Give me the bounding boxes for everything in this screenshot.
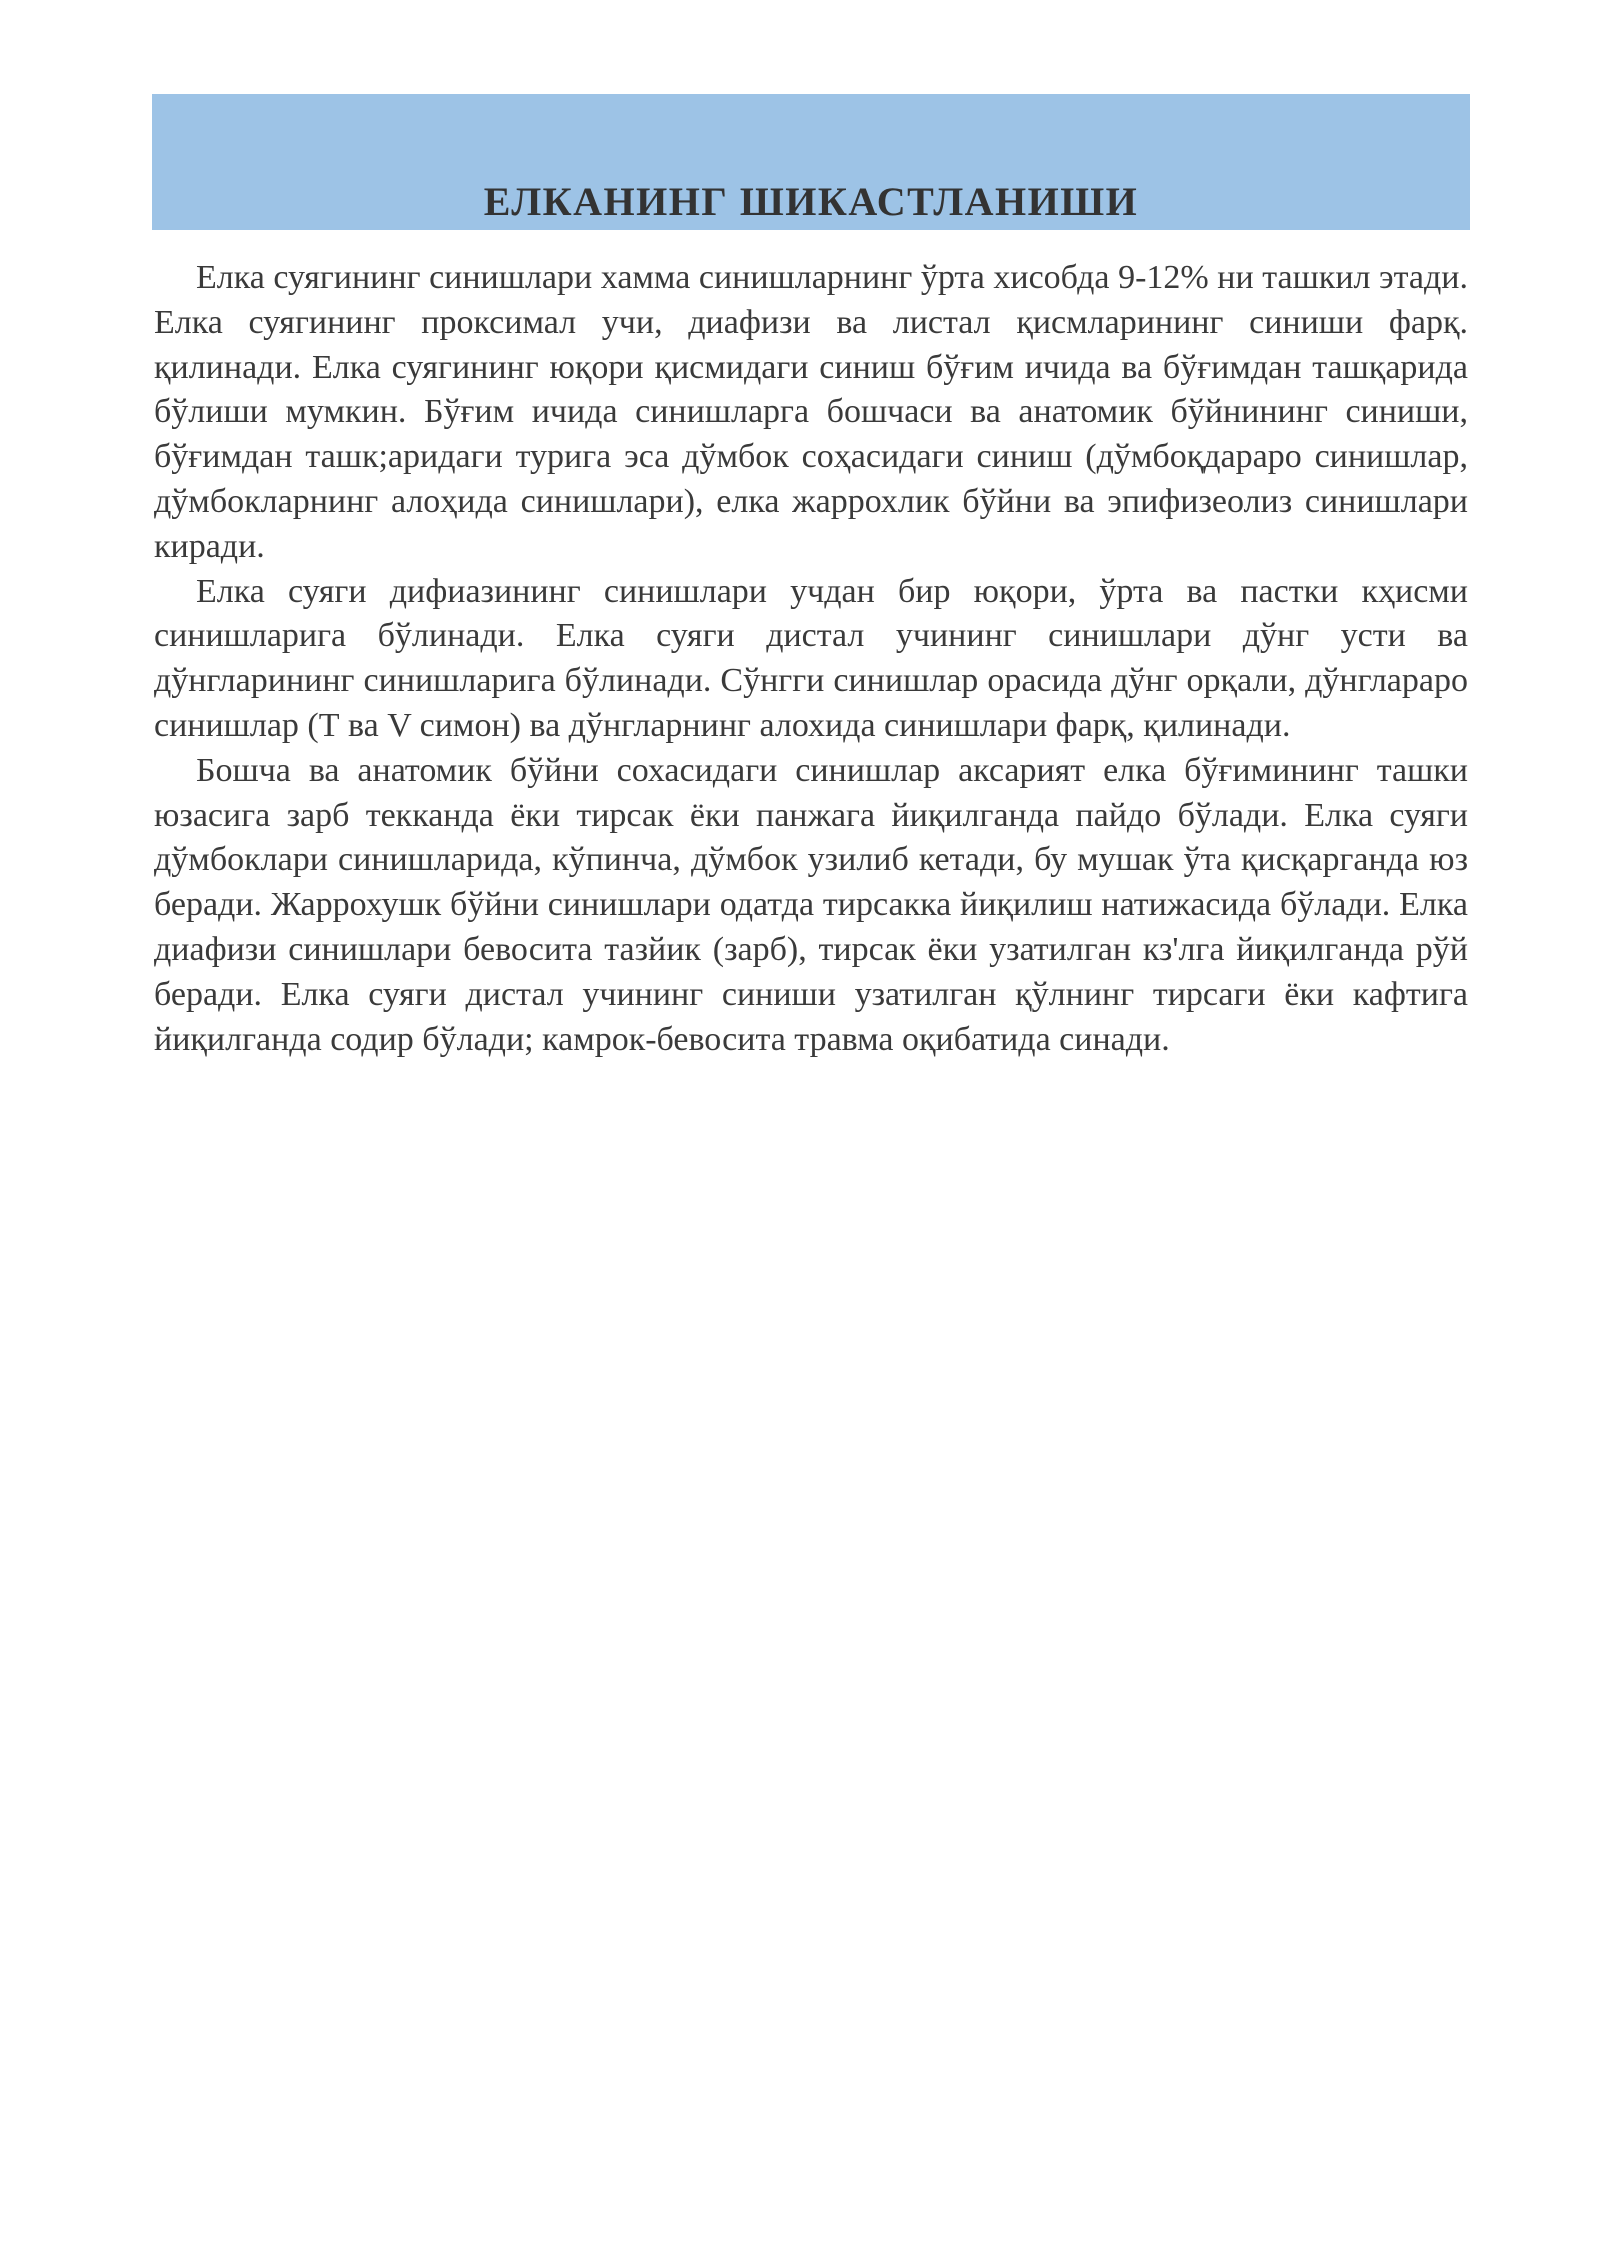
paragraph-2: Елка суяги дифиазининг синишлари учдан бир юқори, ўрта ва пастки кҳисми синишларига бўлинади. Елка суяги дистал учининг синишлари дўнг усти ва дўнгларининг синишларига бўлинади. Сўнгги синишлар орасида дўнг орқали, дўнглараро синишлар (Т ва V симон) ва дўнгларнинг алохида синишлари фарқ, қилинади. (154, 572, 1468, 744)
heading-band (152, 94, 1470, 230)
paragraph-3: Бошча ва анатомик бўйни сохасидаги синишлар аксарият елка бўғимининг ташки юзасига зарб текканда ёки тирсак ёки панжага йиқилганда пайдо бўлади. Елка суяги дўмбоклари синишларида, кўпинча, дўмбок узилиб кетади, бу мушак ўта қисқарганда юз беради. Жаррохушк бўйни синишлари одатда тирсакка йиқилиш натижасида бўлади. Елка диафизи синишлари бевосита тазйик (зарб), тирсак ёки узатилган кз'лга йиқилганда рўй беради. Елка суяги дистал учининг синиши узатилган қўлнинг тирсаги ёки кафтига йиқилганда содир бўлади; камрок-бевосита травма оқибатида синади. (154, 751, 1468, 1058)
page-title: ЕЛКАНИНГ ШИКАСТЛАНИШИ (483, 179, 1139, 224)
paragraph-1: Елка суягининг синишлари хамма синишларнинг ўрта хисобда 9-12% ни ташкил этади. Елка суягининг проксимал учи, диафизи ва листал қисмларининг синиши фарқ. қилинади. Елка суягининг юқори қисмидаги синиш бўғим ичида ва бўғимдан ташқарида бўлиши мумкин. Бўғим ичида синишларга бошчаси ва анатомик бўйнининг синиши, бўғимдан ташк;аридаги турига эса дўмбок соҳасидаги синиш (дўмбоқдараро синишлар, дўмбокларнинг алоҳида синишлари), елка жаррохлик бўйни ва эпифизеолиз синишлари киради. (154, 259, 1468, 565)
document-body (154, 256, 1468, 1062)
